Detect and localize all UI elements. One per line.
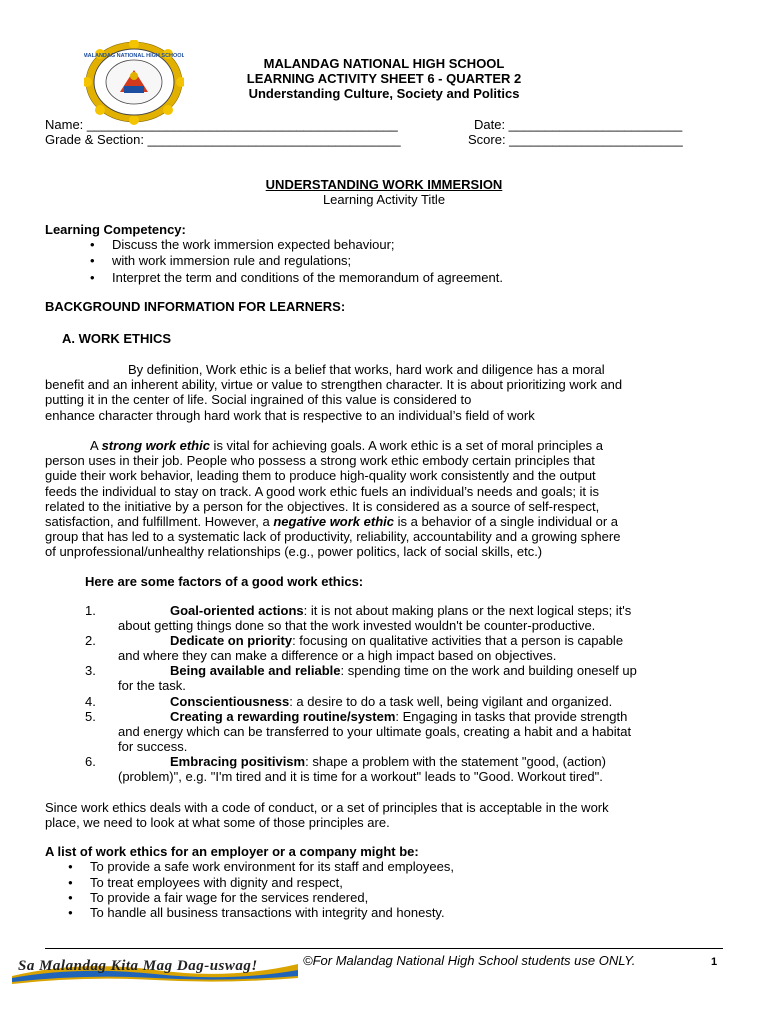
work-ethic-definition: By definition, Work ethic is a belief that works, hard work and diligence has a moral benefit and an inherent ability, virtue or value to strengthen character. It is about prioritizing work and putting it in the center of life. Social ingrained of this value is considered to enhance character through hard work that is respective to an individual’s field of work — [45, 362, 623, 423]
factors-heading: Here are some factors of a good work ethics: — [85, 574, 364, 589]
name-field[interactable]: Name: ___________________________________________ — [45, 117, 398, 132]
factor-item: 2. Dedicate on priority: focusing on qualitative activities that a person is capable and where they can make a difference or a high impact based on objectives. — [85, 633, 624, 664]
background-heading: BACKGROUND INFORMATION FOR LEARNERS: — [45, 299, 346, 314]
competency-item: • with work immersion rule and regulations; — [112, 253, 351, 270]
date-field[interactable]: Date: ________________________ — [474, 117, 683, 132]
factor-item: 6. Embracing positivism: shape a problem with the statement "good, (action) (problem)", e.g. "I'm tired and it is time for a workout" leads to "Good. Workout tired". — [85, 754, 606, 785]
employer-list-heading: A list of work ethics for an employer or a company might be: — [45, 844, 419, 859]
employer-list-item: ● To provide a safe work environment for its staff and employees, — [90, 859, 454, 874]
sheet-title: LEARNING ACTIVITY SHEET 6 - QUARTER 2 — [246, 71, 522, 86]
footer-banner — [10, 954, 300, 986]
score-field[interactable]: Score: ________________________ — [468, 132, 683, 147]
subject-title: Understanding Culture, Society and Politics — [248, 86, 520, 101]
principles-paragraph: Since work ethics deals with a code of conduct, or a set of principles that is acceptable in the work place, we need to look at what some of those principles are. — [45, 800, 609, 831]
footer-banner-text: Sa Malandag Kita Mag Dag-uswag! — [18, 958, 258, 974]
factor-item: 4. Conscientiousness: a desire to do a task well, being vigilant and organized. — [85, 694, 613, 709]
factor-item: 5. Creating a rewarding routine/system: Engaging in tasks that provide strength and energy which can be transferred to your ultimate goals, creating a habit and a habitat for success. — [85, 709, 632, 755]
factor-item: 3. Being available and reliable: spending time on the work and building oneself up for the task. — [85, 663, 637, 694]
footer-note: ©For Malandag National High School students use ONLY. — [303, 953, 636, 968]
activity-title: UNDERSTANDING WORK IMMERSION — [265, 177, 503, 192]
factor-item: 1. Goal-oriented actions: it is not about making plans or the next logical steps; it's about getting things done so that the work invested wouldn't be counter-productive. — [85, 603, 632, 634]
page-number: 1 — [711, 956, 718, 968]
competency-item: • Discuss the work immersion expected behaviour; — [112, 237, 395, 254]
activity-subtitle: Learning Activity Title — [322, 192, 446, 207]
section-a-heading: A. WORK ETHICS — [62, 331, 172, 346]
strong-work-ethic-paragraph: A strong work ethic is vital for achieving goals. A work ethic is a set of moral principles a person uses in their job. People who possess a strong work ethic embody certain principles that guide their work behavior, leading them to produce high-quality work consistently and the output feeds the individual to stay on track. A good work ethic fuels an individual’s needs and goals; it is related to the initiative by a person for the objectives. It is considered as a source of self-respect, satisfaction, and fulfillment. However, a negative work ethic is a behavior of a single individual or a group that has led to a systematic lack of productivity, reliability, accountability and a growing sphere of unprofessional/unhealthy relationships (e.g., power politics, lack of social skills, etc.) — [45, 438, 621, 560]
competency-item: • Interpret the term and conditions of the memorandum of agreement. — [112, 270, 503, 287]
employer-list-item: ● To handle all business transactions with integrity and honesty. — [90, 905, 445, 920]
employer-list-item: ● To treat employees with dignity and respect, — [90, 875, 343, 890]
employer-list-item: ● To provide a fair wage for the services rendered, — [90, 890, 368, 905]
footer-divider — [45, 948, 723, 949]
school-name: MALANDAG NATIONAL HIGH SCHOOL — [263, 56, 505, 71]
svg-text:MALANDAG NATIONAL HIGH SCHOOL: MALANDAG NATIONAL HIGH SCHOOL — [84, 53, 184, 59]
grade-section-field[interactable]: Grade & Section: ___________________________________ — [45, 132, 401, 147]
competency-heading: Learning Competency: — [45, 222, 186, 237]
